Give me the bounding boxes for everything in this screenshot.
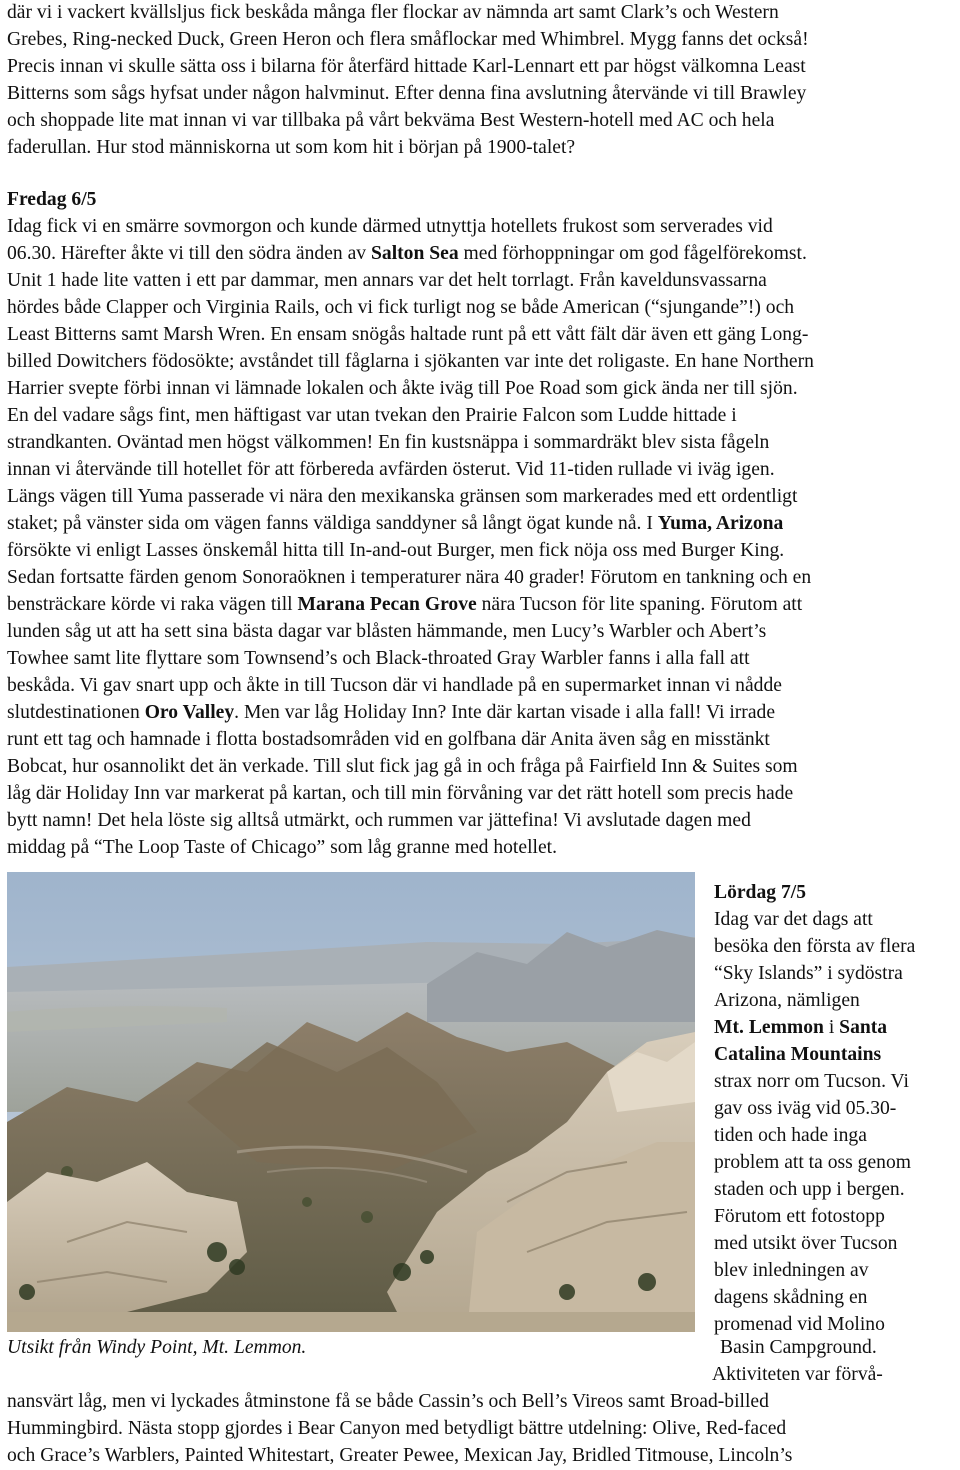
text-line: lunden såg ut att ha sett sina bästa dagar var blåsten hämmande, men Lucy’s Warbler och Abert’s	[7, 621, 767, 642]
text-line: Precis innan vi skulle sätta oss i bilarna för återfärd hittade Karl-Lennart ett par högst välkomna Least	[7, 56, 806, 77]
place-marana: Marana Pecan Grove	[297, 594, 477, 615]
place-mt-lemmon: Mt. Lemmon	[714, 1017, 824, 1038]
text-line: blev inledningen av	[714, 1260, 869, 1281]
text-line: faderullan. Hur stod människorna ut som kom hit i början på 1900-talet?	[7, 137, 576, 158]
text-line: bytt namn! Det hela löste sig alltså utmärkt, och rummen var jättefina! Vi avslutade dagen med	[7, 810, 751, 831]
text-line: med utsikt över Tucson	[714, 1233, 898, 1254]
text-line: strandkanten. Oväntad men högst välkommen! En fin kustsnäppa i sommardräkt blev sista fågeln	[7, 432, 770, 453]
text-line: Least Bitterns samt Marsh Wren. En ensam snögås haltade runt på ett vått fält där även ett gäng Long-	[7, 324, 809, 345]
place-yuma: Yuma, Arizona	[657, 513, 784, 534]
text-line: Basin Campground.	[720, 1337, 877, 1358]
text-line: middag på “The Loop Taste of Chicago” som låg granne med hotellet.	[7, 837, 557, 858]
text-line: besöka den första av flera	[714, 936, 916, 957]
text-line: billed Dowitchers födosökte; avståndet till fåglarna i sjökanten var inte det roligaste. En hane Northern	[7, 351, 814, 372]
section-heading-saturday: Lördag 7/5	[714, 882, 806, 903]
text-line: 06.30. Härefter åkte vi till den södra änden av Salton Sea med förhoppningar om god fågelförekomst.	[7, 243, 807, 264]
text-line: Bitterns som sågs hyfsat under någon halvminut. Efter denna fina avslutning återvände vi till Brawley	[7, 83, 807, 104]
text-line: bensträckare körde vi raka vägen till Marana Pecan Grove nära Tucson för lite spaning. Förutom att	[7, 594, 803, 615]
text-line: promenad vid Molino	[714, 1314, 885, 1335]
text-line: Idag fick vi en smärre sovmorgon och kunde därmed utnyttja hotellets frukost som serverades vid	[7, 216, 773, 237]
text-line: Catalina Mountains	[714, 1044, 882, 1065]
text-line: slutdestinationen Oro Valley. Men var låg Holiday Inn? Inte där kartan visade i alla fall! Vi irrade	[7, 702, 776, 723]
text-line: innan vi återvände till hotellet för att förbereda avfärden österut. Vid 11-tiden rullade vi iväg igen.	[7, 459, 775, 480]
place-salton-sea: Salton Sea	[371, 243, 459, 264]
place-oro-valley: Oro Valley	[144, 702, 235, 723]
text-line: Harrier svepte förbi innan vi lämnade lokalen och åkte iväg till Poe Road som gick ända ner till sjön.	[7, 378, 798, 399]
text-line: staket; på vänster sida om vägen fanns väldiga sanddyner så långt ögat kunde nå. I Yuma, Arizona	[7, 513, 784, 534]
section-heading-friday: Fredag 6/5	[7, 189, 97, 210]
text-line: och Grace’s Warblers, Painted Whitestart, Greater Pewee, Mexican Jay, Bridled Titmouse, Lincoln’s	[7, 1445, 793, 1466]
text-line: och shoppade lite mat innan vi var tillbaka på vårt bekväma Best Western-hotell med AC och hela	[7, 110, 775, 131]
photo-caption: Utsikt från Windy Point, Mt. Lemmon.	[7, 1337, 307, 1358]
text-line: En del vadare sågs fint, men häftigast var utan tvekan den Prairie Falcon som Ludde hittade i	[7, 405, 737, 426]
text-line: Sedan fortsatte färden genom Sonoraöknen i temperaturer nära 40 grader! Förutom en tankning och en	[7, 567, 812, 588]
text-line: Grebes, Ring-necked Duck, Green Heron och flera småflockar med Whimbrel. Mygg fanns det också!	[7, 29, 809, 50]
text-line: Hummingbird. Nästa stopp gjordes i Bear Canyon med betydligt bättre utdelning: Olive, Red-faced	[7, 1418, 787, 1439]
text-line: försökte vi enligt Lasses önskemål hitta till In-and-out Burger, men fick nöja oss med Burger King.	[7, 540, 785, 561]
text-line: Aktiviteten var förvå-	[712, 1364, 883, 1385]
text-line: Bobcat, hur osannolikt det än verkade. Till slut fick jag gå in och fråga på Fairfield Inn & Suites som	[7, 756, 798, 777]
text-line: nansvärt låg, men vi lyckades åtminstone få se både Cassin’s och Bell’s Vireos samt Broad-billed	[7, 1391, 769, 1412]
text-line: Unit 1 hade lite vatten i ett par dammar, men annars var det helt torrlagt. Från kaveldunsvassarna	[7, 270, 767, 291]
text-line: strax norr om Tucson. Vi	[714, 1071, 909, 1092]
mountain-photo	[7, 872, 695, 1332]
text-line: Förutom ett fotostopp	[714, 1206, 885, 1227]
text-line: låg där Holiday Inn var markerat på kartan, och till min förvåning var det rätt hotell som precis hade	[7, 783, 794, 804]
text-line: Idag var det dags att	[714, 909, 873, 930]
text-line: problem att ta oss genom	[714, 1152, 911, 1173]
text-line: dagens skådning en	[714, 1287, 868, 1308]
text-line: beskåda. Vi gav snart upp och åkte in till Tucson där vi handlade på en supermarket innan vi nådde	[7, 675, 782, 696]
text-line: Arizona, nämligen	[714, 990, 860, 1011]
text-line: hördes både Clapper och Virginia Rails, och vi fick turligt nog se både American (“sjungande”!) och	[7, 297, 795, 318]
text-line: där vi i vackert kvällsljus fick beskåda många fler flockar av nämnda art samt Clark’s och Western	[7, 2, 779, 23]
text-line: Mt. Lemmon i Santa	[714, 1017, 888, 1038]
text-line: tiden och hade inga	[714, 1125, 867, 1146]
text-line: gav oss iväg vid 05.30-	[714, 1098, 897, 1119]
text-line: runt ett tag och hamnade i flotta bostadsområden vid en golfbana där Anita även såg en misstänkt	[7, 729, 770, 750]
text-line: Längs vägen till Yuma passerade vi nära den mexikanska gränsen som markerades med ett ordentligt	[7, 486, 798, 507]
text-line: staden och upp i bergen.	[714, 1179, 905, 1200]
text-line: Towhee samt lite flyttare som Townsend’s och Black-throated Gray Warbler fanns i alla fall att	[7, 648, 750, 669]
text-line: “Sky Islands” i sydöstra	[714, 963, 903, 984]
